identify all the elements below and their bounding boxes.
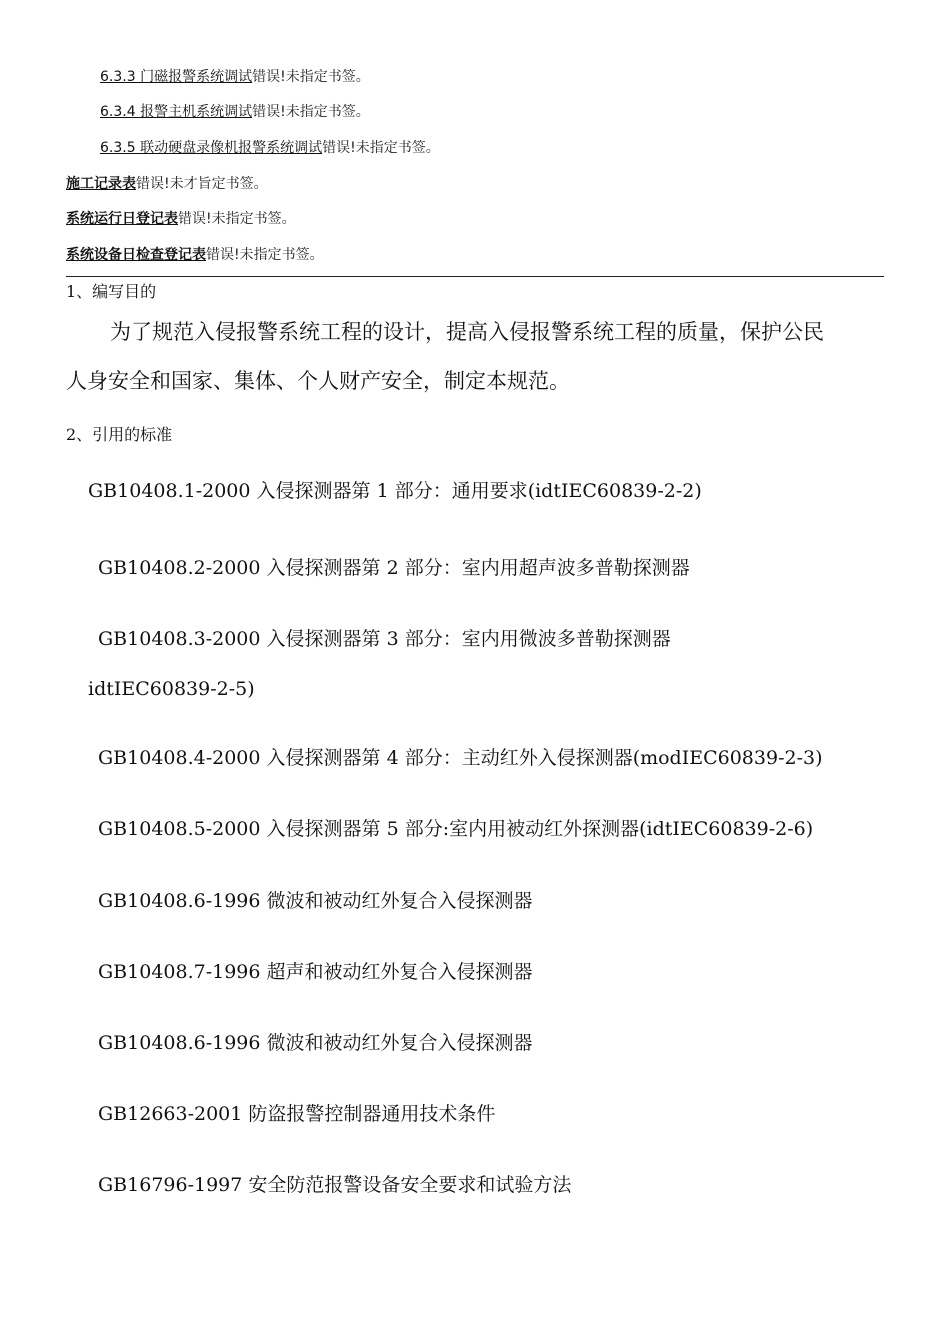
toc-link[interactable]: 6.3.5 联动硬盘录像机报警系统调试 bbox=[100, 140, 323, 156]
toc-entry-6-3-3[interactable] bbox=[100, 68, 370, 86]
toc-link[interactable]: 系统设备日检查登记表 bbox=[66, 247, 206, 263]
toc-entry-daily-inspection-log[interactable] bbox=[66, 246, 324, 264]
toc-entry-daily-operation-log[interactable] bbox=[66, 210, 296, 228]
standard-item: GB10408.2-2000 入侵探测器第 2 部分：室内用超声波多普勒探测器 bbox=[98, 557, 690, 579]
toc-error-text: 错误!未指定书签。 bbox=[206, 247, 324, 263]
standard-item: GB10408.7-1996 超声和被动红外复合入侵探测器 bbox=[98, 961, 533, 983]
standard-item: GB12663-2001 防盗报警控制器通用技术条件 bbox=[98, 1103, 496, 1125]
toc-link[interactable]: 6.3.3 门磁报警系统调试 bbox=[100, 69, 253, 85]
purpose-paragraph-line-1: 为了规范入侵报警系统工程的设计，提高入侵报警系统工程的质量，保护公民 bbox=[110, 320, 824, 344]
section-heading-purpose: 1、编写目的 bbox=[66, 282, 157, 301]
toc-error-text: 错误!未指定书签。 bbox=[252, 104, 370, 120]
standard-item: GB10408.1-2000 入侵探测器第 1 部分：通用要求(idtIEC60839-2-2) bbox=[88, 480, 702, 502]
toc-link[interactable]: 施工记录表 bbox=[66, 176, 136, 192]
horizontal-divider bbox=[66, 276, 884, 277]
toc-error-text: 错误!未才旨定书签。 bbox=[136, 176, 268, 192]
toc-error-text: 错误!未指定书签。 bbox=[322, 140, 440, 156]
toc-link[interactable]: 系统运行日登记表 bbox=[66, 211, 178, 227]
standard-item: GB10408.6-1996 微波和被动红外复合入侵探测器 bbox=[98, 1032, 533, 1054]
toc-error-text: 错误!未指定书签。 bbox=[252, 69, 370, 85]
purpose-paragraph-line-2: 人身安全和国家、集体、个人财产安全，制定本规范。 bbox=[66, 369, 570, 393]
toc-entry-6-3-4[interactable] bbox=[100, 103, 370, 121]
standard-item: GB10408.6-1996 微波和被动红外复合入侵探测器 bbox=[98, 890, 533, 912]
standard-item: GB16796-1997 安全防范报警设备安全要求和试验方法 bbox=[98, 1174, 572, 1196]
standard-item: GB10408.4-2000 入侵探测器第 4 部分：主动红外入侵探测器(modIEC60839-2-3) bbox=[98, 747, 823, 769]
section-heading-standards: 2、引用的标准 bbox=[66, 425, 173, 444]
standard-item: GB10408.3-2000 入侵探测器第 3 部分：室内用微波多普勒探测器 bbox=[98, 628, 671, 650]
toc-entry-6-3-5[interactable] bbox=[100, 139, 440, 157]
toc-link[interactable]: 6.3.4 报警主机系统调试 bbox=[100, 104, 253, 120]
toc-entry-construction-record[interactable] bbox=[66, 175, 268, 193]
standard-item: GB10408.5-2000 入侵探测器第 5 部分:室内用被动红外探测器(idtIEC60839-2-6) bbox=[98, 818, 814, 840]
toc-error-text: 错误!未指定书签。 bbox=[178, 211, 296, 227]
standard-item-continuation: idtIEC60839-2-5) bbox=[88, 678, 255, 700]
